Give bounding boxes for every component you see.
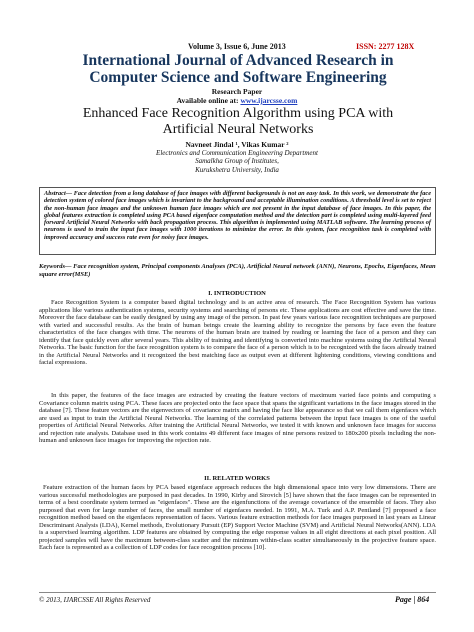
abstract-box (39, 187, 436, 255)
journal-link[interactable]: www.ijarcsse.com (240, 96, 298, 105)
authors: Navneet Jindal ¹, Vikas Kumar ² (185, 140, 289, 149)
intro-paragraph-1: Face Recognition System is a computer based digital technology and is an active area of research. The Face Recognition System has various applications like various authentication systems, security systems and searching of persons etc. These applications are cost effective and save the time. Moreover the face database can be easily designed by using any image of the person. In past few years various face recognition techniques are purposed with varied and successful results. As the brain of human beings create the learning ability to recognize the persons by face even the feature characteristics of the face changes with time. The neurons of the human brain are trained by reading or learning the face of a person and they can identify that face quickly even after several years. This ability of training and identifying is converted into machine systems using the Artificial Neural Networks. The basic function for the face recognition system is to compare the face of a person which is to be recognized with the faces already trained in the Artificial Neural Networks and it recognized the best matching face as output even at different lightening conditions, viewing conditions and facial expressions. (39, 299, 436, 367)
abstract: Abstract— Face detection from a long database of face images with different backgrounds is not an easy task. In this work, we demonstrate the face detection system of colored face images which is invariant to the background and acceptable illumination conditions. A threshold level is set to reject the non-human face images and the unknown human face images which are not present in the input database of face images. In this paper, the global features extraction is completed using PCA based eigenface computation method and the detection part is completed using multi-layered feed forward Artificial Neural Networks with back propagation process. This algorithm is implemented using MATLAB software. The learning process of neurons is used to train the input face images with 1000 iterations to minimize the error. In this system, face recognition task is completed with improved accuracy and success rate even for noisy face images. (44, 190, 431, 241)
available-prefix: Available online at: (176, 96, 241, 105)
affiliation (0, 149, 474, 174)
affiliation-line1: Electronics and Communication Engineering Department (156, 149, 318, 157)
keywords: Keywords— Face recognition system, Principal components Analyses (PCA), Artificial Neural network (ANN), Neurons, Epochs, Eigenfaces, Mean square error(MSE) (39, 263, 436, 278)
section-heading-related-works: II. RELATED WORKS (204, 475, 270, 482)
footer-divider (39, 592, 436, 593)
journal-title-line2: Computer Science and Software Engineering (89, 69, 387, 86)
intro-paragraph-2: In this paper, the features of the face images are extracted by creating the feature vectors of maximum varied face points and computing s Covariance column matrix using PCA. These faces are projected onto the face space that spans the significant variations in the face images stored in the database [7]. These feature vectors are the eigenvectors of covariance matrix and having the face like appearance so that we call them eigenfaces which are used as input to train the Artificial Neural Networks. The learning of the correlated patterns between the input face images is one of the useful properties of Artificial Neural Networks. After training the Artificial Neural Networks, we tested it with known and unknown face images for success and rejection rate analysis. Database used in this work contains 49 different face images of nine persons resized to 180x200 pixels including the non-human and unknown face images for improving the rejection rate. (39, 392, 436, 445)
paper-title-line2: Artificial Neural Networks (162, 122, 314, 137)
paper-title (40, 106, 436, 138)
section-heading-introduction: I. INTRODUCTION (208, 290, 266, 297)
paper-type: Research Paper (211, 87, 263, 96)
copyright: © 2013, IJARCSSE All Rights Reserved (39, 596, 151, 604)
paper-title-line1: Enhanced Face Recognition Algorithm using PCA with (82, 106, 394, 121)
page-number: Page | 864 (395, 595, 430, 604)
journal-title (40, 52, 436, 86)
affiliation-line2: Samalkha Group of Institutes, (195, 157, 279, 166)
journal-title-line1: International Journal of Advanced Research in (82, 52, 394, 69)
related-paragraph-1: Feature extraction of the human faces by PCA based eigenface approach reduces the high dimensional space into very low dimensions. There are various successful methodologies are purposed in past decades. In 1990, Kirby and Sirovich [5] have shown that the face images can be represented in terms of a best coordinate system termed as "eigenfaces". These are the eigenfunctions of the average covariance of the ensemble of faces. They also purposed that even for large number of faces, the small number of eigenfaces needed. In 1991, M.A. Turk and A.P. Pentland [7] proposed a face recognition method based on the eigenfaces representation of faces. Various feature extraction methods for face images purposed in last years as Linear Descriminant Analysis (LDA), Kernel methods, Evolutionary Pursuit (EP) Support Vector Machine (SVM) and Artificial Neural Networks(ANN). LDA is a supervised learning algorithm. LDP features are obtained by computing the edge response values in all eight directions at each pixel position. All projected samples will have the maximum between-class scatter and the minimum within-class scatter simultaneously in the projective feature space. Each face is represented as a collection of LDP codes for face recognition process [10]. (39, 484, 436, 552)
affiliation-line3: Kurukshetra University, India (195, 165, 279, 174)
volume-info: Volume 3, Issue 6, June 2013 (188, 42, 286, 51)
available-online (0, 96, 474, 105)
issn: ISSN: 2277 128X (356, 42, 415, 51)
